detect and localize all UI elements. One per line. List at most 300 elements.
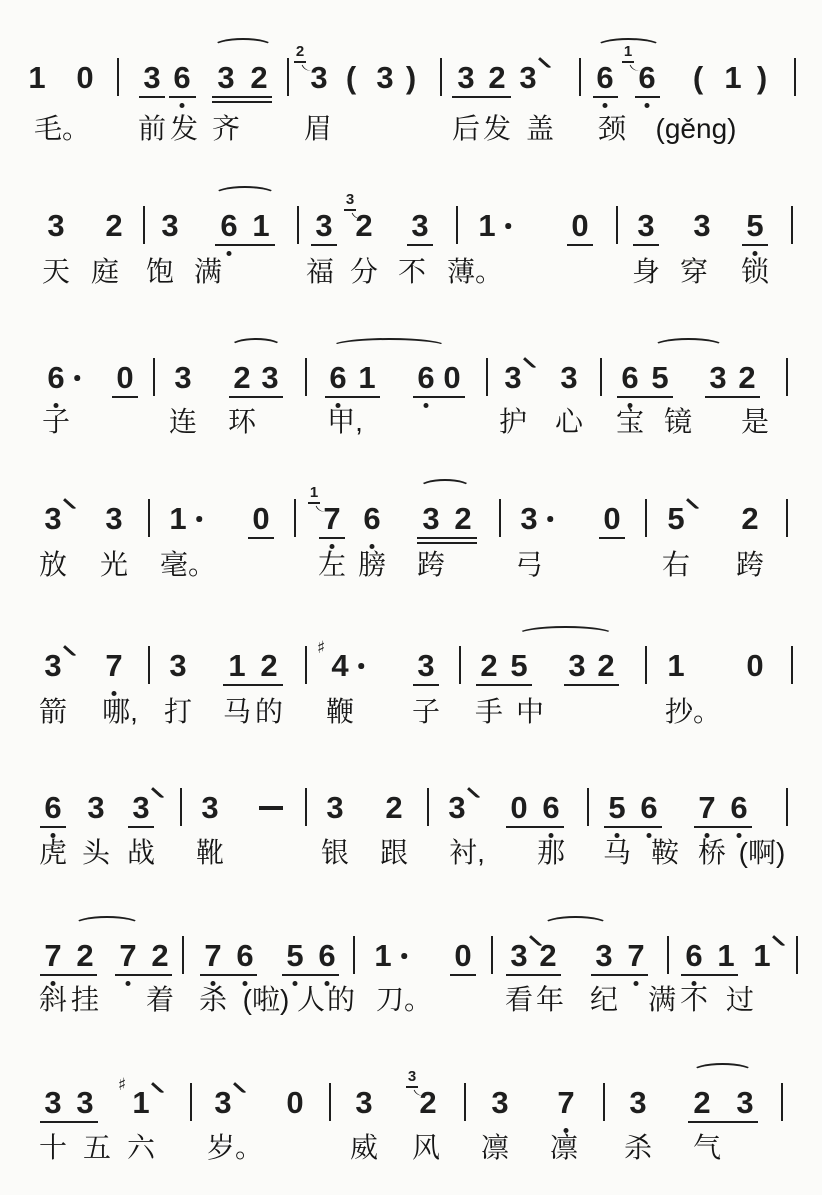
augmentation-dot [196, 516, 202, 522]
note-digit: 3 [174, 360, 192, 395]
note-digit: 3 [510, 938, 528, 973]
duration-underline [452, 96, 511, 98]
note-digit: 7 [698, 790, 716, 825]
barline [143, 206, 145, 244]
note-digit: 7 [204, 938, 222, 973]
barline [459, 646, 461, 684]
lyric-word: 膀 [357, 549, 387, 580]
note-digit: 4 [331, 648, 349, 683]
note-digit: 6 [173, 60, 191, 95]
glissando-mark [150, 1082, 164, 1096]
note-digit: 2 [419, 1085, 437, 1120]
note-digit: 1 [28, 60, 46, 95]
lyric-word: 毫。 [159, 549, 217, 580]
barline [305, 358, 307, 396]
grace-note-underline [294, 61, 306, 63]
dash-extension [259, 806, 283, 810]
barline [600, 358, 602, 396]
barline [603, 1083, 605, 1121]
slur-arc [419, 479, 471, 496]
note-digit: 6 [621, 360, 639, 395]
lyric-word: 着 [145, 984, 175, 1015]
glissando-mark [232, 1082, 246, 1096]
note-digit: 3 [261, 360, 279, 395]
lyric-word: 手 [474, 696, 504, 727]
duration-underline [599, 537, 625, 539]
glissando-mark [150, 787, 164, 801]
note-digit: 3 [44, 501, 62, 536]
note-digit: 3 [143, 60, 161, 95]
low-octave-dot [603, 103, 608, 108]
lyric-word: 甲, [327, 406, 363, 437]
note-digit: 3 [568, 648, 586, 683]
lyric-word: 杀 [623, 1132, 653, 1163]
duration-underline [417, 537, 477, 539]
duration-underline [311, 244, 337, 246]
low-octave-dot [645, 103, 650, 108]
duration-underline [413, 396, 465, 398]
note-digit: 7 [119, 938, 137, 973]
note-digit: 3 [411, 208, 429, 243]
glissando-mark [62, 645, 76, 659]
barline [786, 358, 788, 396]
note-digit: 3 [161, 208, 179, 243]
lyric-word: 鞍 [650, 837, 680, 868]
note-digit: 5 [667, 501, 685, 536]
note-digit: 3 [504, 360, 522, 395]
note-digit: 7 [323, 501, 341, 536]
note-digit: 2 [355, 208, 373, 243]
lyric-word: 护 [498, 406, 528, 437]
barline [587, 788, 589, 826]
lyric-word: 风 [411, 1132, 441, 1163]
lyric-word: 年 [535, 984, 565, 1015]
note-digit: 2 [385, 790, 403, 825]
barline [180, 788, 182, 826]
note-digit: 6 [640, 790, 658, 825]
note-digit: 3 [326, 790, 344, 825]
low-octave-dot [126, 981, 131, 986]
note-digit: 1 [358, 360, 376, 395]
note-digit: 6 [417, 360, 435, 395]
lyric-word: 中 [515, 696, 545, 727]
lyric-word: 发 [482, 113, 512, 144]
note-digit: 5 [746, 208, 764, 243]
lyric-word: (啊) [738, 837, 786, 868]
note-digit: 2 [488, 60, 506, 95]
low-octave-dot [424, 403, 429, 408]
duration-underline [417, 542, 477, 544]
augmentation-dot [358, 663, 364, 669]
glissando-mark [537, 57, 551, 71]
lyric-word: 跟 [379, 837, 409, 868]
barline [645, 646, 647, 684]
lyric-word: 虎 [38, 837, 68, 868]
duration-underline [319, 537, 345, 539]
note-digit: 6 [596, 60, 614, 95]
lyric-word: 凛 [549, 1132, 579, 1163]
note-digit: 6 [363, 501, 381, 536]
lyric-word: 抄。 [664, 696, 722, 727]
rest-digit: 0 [571, 208, 589, 243]
augmentation-dot [547, 516, 553, 522]
lyric-word: 过 [725, 984, 755, 1015]
note-digit: 6 [638, 60, 656, 95]
barline [786, 788, 788, 826]
barline [794, 58, 796, 96]
lyric-word: 的 [254, 696, 284, 727]
barline [427, 788, 429, 826]
slur-arc [213, 38, 273, 55]
note-digit: 3 [169, 648, 187, 683]
note-digit: 3 [214, 1085, 232, 1120]
note-digit: 2 [741, 501, 759, 536]
lyric-word: 连 [168, 406, 198, 437]
parenthesis: ) [405, 60, 417, 95]
note-digit: 3 [560, 360, 578, 395]
grace-note: 3 [407, 1068, 417, 1085]
rest-digit: 0 [76, 60, 94, 95]
lyric-word: 镜 [663, 406, 693, 437]
duration-underline [407, 244, 433, 246]
barline [499, 499, 501, 537]
barline [486, 358, 488, 396]
rest-digit: 0 [510, 790, 528, 825]
low-octave-dot [227, 251, 232, 256]
note-digit: 2 [738, 360, 756, 395]
lyric-word: 十 [38, 1132, 68, 1163]
lyric-word: 威 [349, 1132, 379, 1163]
barline [667, 936, 669, 974]
note-digit: 3 [637, 208, 655, 243]
note-digit: 3 [519, 60, 537, 95]
lyric-word: 衬, [449, 837, 485, 868]
lyric-word: (gěng) [655, 113, 737, 144]
lyric-word: 气 [692, 1132, 722, 1163]
note-digit: 2 [76, 938, 94, 973]
lyric-word: 颈 [597, 113, 627, 144]
note-digit: 6 [318, 938, 336, 973]
lyric-word: 斜 [38, 984, 68, 1015]
barline [579, 58, 581, 96]
lyric-word: 挂 [70, 984, 100, 1015]
lyric-word: 眉 [303, 113, 333, 144]
lyric-word: 马 [222, 696, 252, 727]
rest-digit: 0 [454, 938, 472, 973]
grace-note: 1 [623, 43, 633, 60]
rest-digit: 0 [116, 360, 134, 395]
duration-underline [476, 684, 532, 686]
note-digit: 2 [105, 208, 123, 243]
note-digit: 1 [228, 648, 246, 683]
lyric-word: 心 [554, 406, 584, 437]
lyric-word: 盖 [525, 113, 555, 144]
note-digit: 2 [480, 648, 498, 683]
lyric-word: 满 [647, 984, 677, 1015]
rest-digit: 0 [252, 501, 270, 536]
slur-arc [214, 186, 276, 203]
duration-underline [694, 826, 752, 828]
barline [148, 646, 150, 684]
duration-underline [635, 96, 660, 98]
duration-underline [325, 396, 380, 398]
note-digit: 2 [597, 648, 615, 683]
lyric-word: 发 [169, 113, 199, 144]
barline [616, 206, 618, 244]
low-octave-dot [634, 981, 639, 986]
barline [329, 1083, 331, 1121]
note-digit: 3 [44, 1085, 62, 1120]
note-digit: 3 [201, 790, 219, 825]
grace-note-underline [344, 209, 356, 211]
lyric-word: 左 [317, 549, 347, 580]
note-digit: 1 [667, 648, 685, 683]
lyric-word: 福 [305, 256, 335, 287]
low-octave-dot [180, 103, 185, 108]
note-digit: 7 [627, 938, 645, 973]
slur-arc [517, 626, 614, 643]
slur-arc [692, 1063, 753, 1080]
lyric-word: 打 [163, 696, 193, 727]
note-digit: 1 [724, 60, 742, 95]
note-digit: 2 [260, 648, 278, 683]
note-digit: 3 [217, 60, 235, 95]
lyric-word: 环 [227, 406, 257, 437]
note-digit: 3 [44, 648, 62, 683]
barline [440, 58, 442, 96]
duration-underline [40, 974, 97, 976]
duration-underline [681, 974, 738, 976]
barline [464, 1083, 466, 1121]
slur-arc [543, 916, 608, 933]
note-digit: 3 [595, 938, 613, 973]
note-digit: 3 [736, 1085, 754, 1120]
parenthesis: ( [692, 60, 704, 95]
duration-underline [223, 684, 283, 686]
duration-underline [567, 244, 593, 246]
barline [781, 1083, 783, 1121]
lyric-word: 银 [320, 837, 350, 868]
duration-underline [139, 96, 165, 98]
lyric-word: 子 [411, 696, 441, 727]
lyric-word: 跨 [735, 549, 765, 580]
note-digit: 1 [169, 501, 187, 536]
grace-note: 1 [309, 484, 319, 501]
duration-underline [413, 684, 439, 686]
note-digit: 3 [520, 501, 538, 536]
rest-digit: 0 [286, 1085, 304, 1120]
rest-digit: 0 [443, 360, 461, 395]
duration-underline [229, 396, 283, 398]
barline [287, 58, 289, 96]
lyric-word: 右 [661, 549, 691, 580]
note-digit: 2 [539, 938, 557, 973]
note-digit: 6 [685, 938, 703, 973]
sharp-sign: ♯ [316, 638, 326, 658]
slur-arc [653, 338, 724, 355]
note-digit: 6 [542, 790, 560, 825]
duration-underline [617, 396, 673, 398]
glissando-mark [685, 498, 699, 512]
duration-underline [688, 1121, 758, 1123]
note-digit: 3 [355, 1085, 373, 1120]
lyric-word: 分 [349, 256, 379, 287]
note-digit: 7 [105, 648, 123, 683]
duration-underline [450, 974, 476, 976]
augmentation-dot [74, 375, 80, 381]
duration-underline [506, 826, 564, 828]
barline [491, 936, 493, 974]
duration-underline [215, 244, 275, 246]
note-digit: 5 [608, 790, 626, 825]
barline [153, 358, 155, 396]
note-digit: 3 [491, 1085, 509, 1120]
lyric-word: (啦) [242, 984, 290, 1015]
augmentation-dot [401, 953, 407, 959]
duration-underline [212, 101, 272, 103]
duration-underline [593, 96, 618, 98]
barline [353, 936, 355, 974]
lyric-word: 五 [82, 1132, 112, 1163]
lyric-word: 的 [326, 984, 356, 1015]
augmentation-dot [505, 223, 511, 229]
lyric-word: 哪, [102, 696, 138, 727]
barline [796, 936, 798, 974]
note-digit: 3 [87, 790, 105, 825]
grace-note-underline [622, 61, 634, 63]
note-digit: 3 [132, 790, 150, 825]
rest-digit: 0 [603, 501, 621, 536]
note-digit: 5 [286, 938, 304, 973]
duration-underline [115, 974, 172, 976]
lyric-word: 靴 [195, 837, 225, 868]
duration-underline [506, 974, 561, 976]
barline [190, 1083, 192, 1121]
duration-underline [564, 684, 619, 686]
lyric-word: 薄。 [446, 256, 504, 287]
lyric-word: 那 [536, 837, 566, 868]
lyric-word: 纪 [589, 984, 619, 1015]
barline [791, 646, 793, 684]
note-digit: 6 [236, 938, 254, 973]
lyric-word: 弓 [514, 549, 544, 580]
note-digit: 3 [693, 208, 711, 243]
slur-arc [230, 338, 282, 355]
barline [117, 58, 119, 96]
barline [305, 788, 307, 826]
duration-underline [200, 974, 257, 976]
lyric-word: 桥 [697, 837, 727, 868]
duration-underline [40, 826, 66, 828]
note-digit: 3 [315, 208, 333, 243]
lyric-word: 人 [296, 984, 326, 1015]
lyric-word: 天 [41, 256, 71, 287]
grace-note: 3 [345, 191, 355, 208]
note-digit: 2 [250, 60, 268, 95]
note-digit: 2 [454, 501, 472, 536]
lyric-word: 马 [602, 837, 632, 868]
note-digit: 6 [220, 208, 238, 243]
slur-arc [74, 916, 140, 933]
lyric-word: 不 [397, 256, 427, 287]
note-digit: 2 [151, 938, 169, 973]
note-digit: 6 [730, 790, 748, 825]
duration-underline [282, 974, 339, 976]
duration-underline [112, 396, 138, 398]
duration-underline [604, 826, 662, 828]
note-digit: 3 [76, 1085, 94, 1120]
duration-underline [248, 537, 274, 539]
lyric-word: 战 [126, 837, 156, 868]
note-digit: 1 [717, 938, 735, 973]
lyric-word: 齐 [211, 113, 241, 144]
lyric-word: 庭 [90, 256, 120, 287]
lyric-word: 鞭 [325, 696, 355, 727]
lyric-word: 不 [679, 984, 709, 1015]
slur-arc [331, 338, 447, 355]
barline [294, 499, 296, 537]
lyric-word: 前 [137, 113, 167, 144]
barline [786, 499, 788, 537]
lyric-word: 光 [99, 549, 129, 580]
grace-note-underline [406, 1086, 418, 1088]
lyric-word: 是 [740, 406, 770, 437]
note-digit: 3 [709, 360, 727, 395]
duration-underline [591, 974, 648, 976]
note-digit: 6 [329, 360, 347, 395]
lyric-word: 饱 [145, 256, 175, 287]
lyric-word: 六 [126, 1132, 156, 1163]
lyric-word: 子 [41, 406, 71, 437]
sharp-sign: ♯ [117, 1075, 127, 1095]
note-digit: 3 [448, 790, 466, 825]
note-digit: 1 [753, 938, 771, 973]
glissando-mark [771, 935, 785, 949]
lyric-word: 凛 [480, 1132, 510, 1163]
duration-underline [40, 1121, 98, 1123]
note-digit: 3 [629, 1085, 647, 1120]
note-digit: 3 [422, 501, 440, 536]
lyric-word: 毛。 [33, 113, 91, 144]
note-digit: 2 [693, 1085, 711, 1120]
lyric-word: 杀 [198, 984, 228, 1015]
grace-note: 2 [295, 43, 305, 60]
duration-underline [705, 396, 760, 398]
lyric-word: 宝 [615, 406, 645, 437]
grace-note-underline [308, 502, 320, 504]
note-digit: 3 [376, 60, 394, 95]
lyric-word: 后 [451, 113, 481, 144]
note-digit: 1 [478, 208, 496, 243]
note-digit: 3 [310, 60, 328, 95]
duration-underline [742, 244, 768, 246]
duration-underline [633, 244, 659, 246]
glissando-mark [522, 357, 536, 371]
glissando-mark [62, 498, 76, 512]
note-digit: 7 [44, 938, 62, 973]
barline [305, 646, 307, 684]
note-digit: 2 [233, 360, 251, 395]
barline [148, 499, 150, 537]
note-digit: 3 [417, 648, 435, 683]
duration-underline [169, 96, 196, 98]
lyric-word: 箭 [38, 696, 68, 727]
note-digit: 1 [374, 938, 392, 973]
lyric-word: 跨 [416, 549, 446, 580]
parenthesis: ) [756, 60, 768, 95]
lyric-word: 满 [193, 256, 223, 287]
note-digit: 5 [651, 360, 669, 395]
